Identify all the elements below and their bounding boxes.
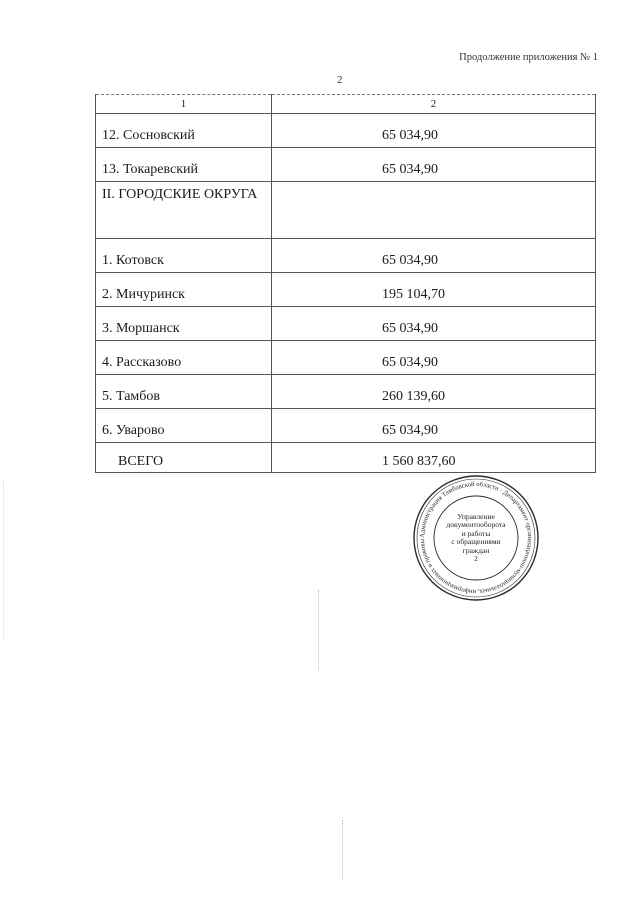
column-header-2: 2	[272, 95, 596, 114]
amount-value: 65 034,90	[272, 148, 596, 182]
scan-artifact-line	[3, 480, 4, 640]
seal-ring-text: Администрация Тамбовской области · Департамент организационно-муниципальных, информационных и правовы	[418, 480, 534, 596]
total-amount: 1 560 837,60	[272, 443, 596, 473]
amount-value: 65 034,90	[272, 341, 596, 375]
district-name: 2. Мичуринск	[96, 273, 272, 307]
seal-line: с обращениями	[451, 537, 501, 546]
table-row	[96, 273, 596, 307]
seal-line: документооборота	[446, 520, 506, 529]
total-label: ВСЕГО	[96, 443, 272, 473]
district-name: 1. Котовск	[96, 239, 272, 273]
table-row	[96, 307, 596, 341]
district-name: 13. Токаревский	[96, 148, 272, 182]
amount-value: 65 034,90	[272, 307, 596, 341]
allocation-table	[95, 94, 596, 473]
seal-line: Управление	[457, 511, 495, 521]
seal-line: граждан	[462, 545, 490, 555]
table-row	[96, 114, 596, 148]
amount-value: 65 034,90	[272, 114, 596, 148]
amount-value: 65 034,90	[272, 239, 596, 273]
seal-line: 2	[474, 554, 478, 563]
column-header-1: 1	[96, 95, 272, 114]
table-row	[96, 148, 596, 182]
section-heading: II. ГОРОДСКИЕ ОКРУГА	[96, 182, 272, 239]
section-row	[96, 182, 596, 239]
continuation-note: Продолжение приложения № 1	[459, 52, 598, 63]
scan-artifact-line	[342, 820, 343, 880]
district-name: 5. Тамбов	[96, 375, 272, 409]
amount-value	[272, 182, 596, 239]
district-name: 4. Рассказово	[96, 341, 272, 375]
district-name: 6. Уварово	[96, 409, 272, 443]
table-row	[96, 341, 596, 375]
table-header-row	[96, 95, 596, 114]
table-row	[96, 239, 596, 273]
page-number: 2	[337, 74, 343, 86]
amount-value: 195 104,70	[272, 273, 596, 307]
district-name: 3. Моршанск	[96, 307, 272, 341]
seal-center	[412, 474, 540, 602]
table-row	[96, 375, 596, 409]
seal-line: и работы	[461, 528, 491, 538]
scan-artifact-line	[318, 590, 319, 670]
amount-value: 260 139,60	[272, 375, 596, 409]
official-seal	[412, 474, 540, 602]
total-row	[96, 443, 596, 473]
district-name: 12. Сосновский	[96, 114, 272, 148]
amount-value: 65 034,90	[272, 409, 596, 443]
table-row	[96, 409, 596, 443]
